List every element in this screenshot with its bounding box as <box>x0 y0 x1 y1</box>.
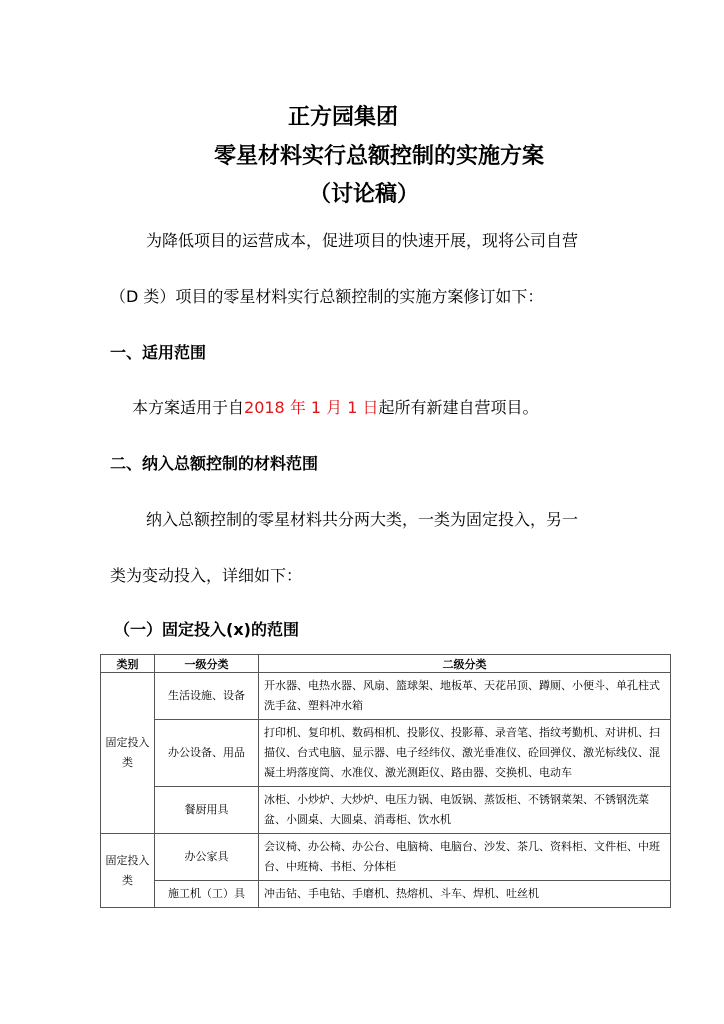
sub-heading-fixed-input: （一）固定投入(x)的范围 <box>114 620 299 639</box>
section-1-text-after: 起所有新建自营项目。 <box>378 398 539 417</box>
category-cell: 固定投入类 <box>101 834 155 908</box>
level-2-cell: 开水器、电热水器、风扇、篮球架、地板革、天花吊顶、蹲厕、小便斗、单孔柱式洗手盆、塑料冲水箱 <box>259 673 671 720</box>
level-2-cell: 会议椅、办公椅、办公台、电脑椅、电脑台、沙发、茶几、资料柜、文件柜、中班台、中班椅、书柜、分体柜 <box>259 834 671 881</box>
effective-date: 2018 年 1 月 1 日 <box>244 398 379 417</box>
section-2-para-line-2: 类为变动投入，详细如下： <box>110 566 303 585</box>
level-1-cell: 餐厨用具 <box>155 787 259 834</box>
table-row <box>101 881 671 908</box>
table-row <box>101 720 671 787</box>
level-1-cell: 生活设施、设备 <box>155 673 259 720</box>
header-category: 类别 <box>101 655 155 673</box>
header-level-1: 一级分类 <box>155 655 259 673</box>
table-row <box>101 673 671 720</box>
intro-line-1: 为降低项目的运营成本，促进项目的快速开展，现将公司自营 <box>146 231 579 250</box>
title-draft-note: （讨论稿） <box>309 182 420 207</box>
section-1-heading: 一、适用范围 <box>110 343 207 362</box>
section-1-text-before: 本方案适用于自 <box>132 398 245 417</box>
level-2-cell: 打印机、复印机、数码相机、投影仪、投影幕、录音笔、指纹考勤机、对讲机、扫描仪、台式电脑、显示器、电子经纬仪、激光垂准仪、砼回弹仪、激光标线仪、混凝土坍落度筒、水准仪、激光测距仪、路由器、交换机、电动车 <box>259 720 671 787</box>
table-row <box>101 834 671 881</box>
table-header-row <box>101 655 671 673</box>
header-level-2: 二级分类 <box>259 655 671 673</box>
category-cell: 固定投入类 <box>101 673 155 834</box>
intro-line-2: （D 类）项目的零星材料实行总额控制的实施方案修订如下： <box>110 287 544 306</box>
level-1-cell: 办公设备、用品 <box>155 720 259 787</box>
level-1-cell: 施工机（工）具 <box>155 881 259 908</box>
material-scope-table <box>100 654 671 908</box>
title-company: 正方园集团 <box>288 105 399 130</box>
title-main: 零星材料实行总额控制的实施方案 <box>214 144 545 169</box>
section-1-text <box>132 395 539 418</box>
section-2-para-line-1: 纳入总额控制的零星材料共分两大类，一类为固定投入，另一 <box>146 510 579 529</box>
level-1-cell: 办公家具 <box>155 834 259 881</box>
section-2-heading: 二、纳入总额控制的材料范围 <box>110 454 319 473</box>
level-2-cell: 冲击钻、手电钻、手磨机、热熔机、斗车、焊机、吐丝机 <box>259 881 671 908</box>
level-2-cell: 冰柜、小炒炉、大炒炉、电压力锅、电饭锅、蒸饭柜、不锈钢菜架、不锈钢洗菜盆、小圆桌、大圆桌、消毒柜、饮水机 <box>259 787 671 834</box>
table-row <box>101 787 671 834</box>
